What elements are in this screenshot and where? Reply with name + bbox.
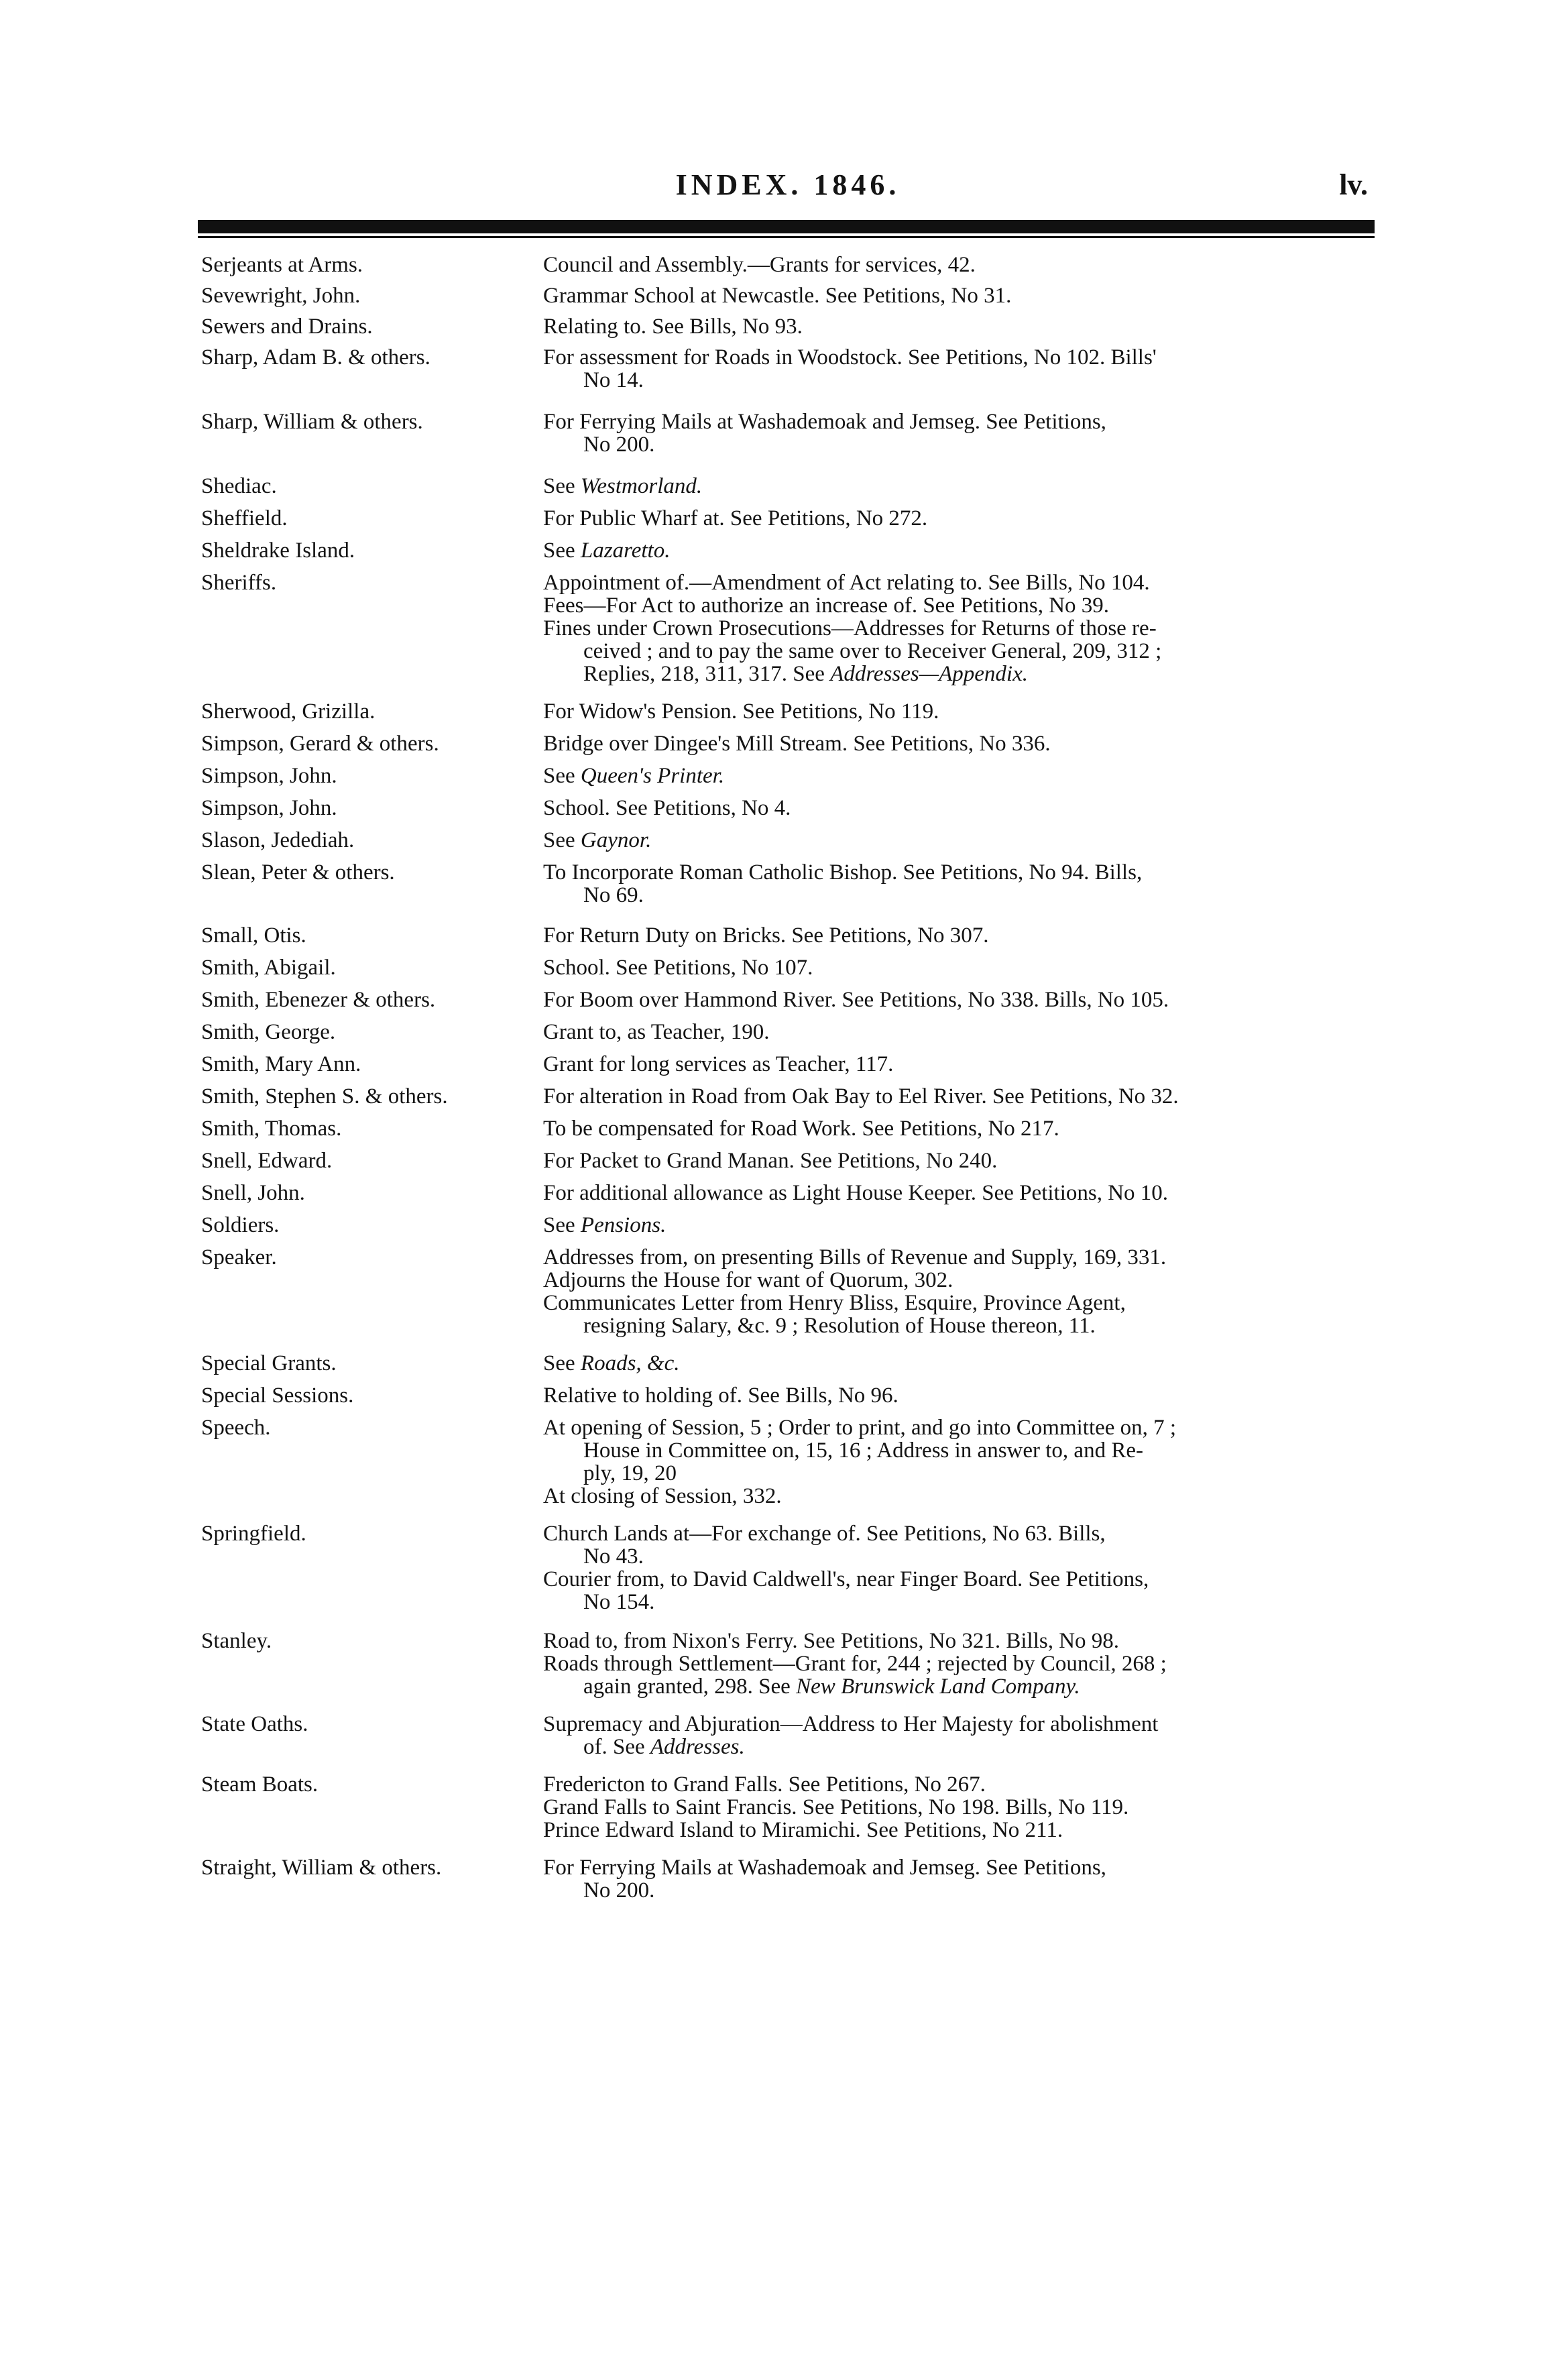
index-entry: [201, 1630, 1381, 1698]
index-list: [201, 253, 1381, 1902]
description-line: [543, 410, 1381, 433]
description-text: For Ferrying Mails at Washademoak and Jemseg. See Petitions,: [543, 410, 1106, 434]
index-term: Slason, Jedediah.: [201, 828, 355, 852]
index-term: Speech.: [201, 1416, 271, 1440]
cross-reference: Queen's Printer.: [580, 764, 725, 788]
index-description: [543, 1384, 1381, 1407]
description-text: No 154.: [583, 1590, 655, 1614]
description-line: [543, 1736, 1381, 1758]
description-line: [543, 1485, 1381, 1508]
description-text: again granted, 298. See: [583, 1675, 797, 1699]
page-number: lv.: [1339, 168, 1368, 201]
description-line: [543, 284, 1381, 307]
index-term: Steam Boats.: [201, 1772, 318, 1797]
index-term: Smith, Stephen S. & others.: [201, 1084, 448, 1109]
description-text: For Widow's Pension. See Petitions, No 119.: [543, 699, 939, 724]
description-line: [543, 571, 1381, 594]
description-text: No 69.: [583, 883, 644, 907]
description-line: [543, 1652, 1381, 1675]
description-line: [543, 1856, 1381, 1879]
index-term: Simpson, John.: [201, 764, 337, 788]
description-text: Road to, from Nixon's Ferry. See Petitions, No 321. Bills, No 98.: [543, 1629, 1120, 1653]
description-line: [543, 861, 1381, 884]
description-text: Appointment of.—Amendment of Act relating to. See Bills, No 104.: [543, 571, 1150, 595]
description-line: [543, 1021, 1381, 1043]
description-line: [543, 988, 1381, 1011]
index-description: [543, 1522, 1381, 1613]
description-line: [543, 1439, 1381, 1462]
index-description: [543, 924, 1381, 947]
description-text: At closing of Session, 332.: [543, 1484, 782, 1508]
description-text: See: [543, 474, 581, 498]
description-text: For Packet to Grand Manan. See Petitions, No 240.: [543, 1149, 998, 1173]
index-term: Shediac.: [201, 474, 277, 498]
index-entry: [201, 1117, 1381, 1140]
cross-reference: Roads, &c.: [580, 1351, 680, 1375]
index-term: Simpson, John.: [201, 796, 337, 820]
cross-reference: Westmorland.: [580, 474, 703, 498]
index-term: Special Grants.: [201, 1351, 337, 1375]
cross-reference: Addresses.: [650, 1735, 745, 1759]
index-description: [543, 539, 1381, 562]
index-entry: [201, 829, 1381, 852]
description-line: [543, 1182, 1381, 1204]
description-text: Adjourns the House for want of Quorum, 302.: [543, 1268, 953, 1292]
description-line: [543, 1879, 1381, 1902]
index-description: [543, 1246, 1381, 1337]
index-description: [543, 475, 1381, 498]
description-line: [543, 700, 1381, 723]
index-entry: [201, 1713, 1381, 1758]
description-text: See: [543, 764, 581, 788]
index-entry: [201, 797, 1381, 819]
index-entry: [201, 1085, 1381, 1108]
description-text: See: [543, 539, 581, 563]
index-description: [543, 346, 1381, 392]
index-entry: [201, 1856, 1381, 1902]
description-line: [543, 1630, 1381, 1652]
description-line: [543, 1269, 1381, 1292]
index-entry: [201, 1773, 1381, 1841]
index-description: [543, 797, 1381, 819]
description-line: [543, 346, 1381, 369]
index-term: Springfield.: [201, 1522, 306, 1546]
description-text: Fees—For Act to authorize an increase of. See Petitions, No 39.: [543, 593, 1110, 618]
description-text: Prince Edward Island to Miramichi. See Petitions, No 211.: [543, 1818, 1063, 1842]
index-description: [543, 284, 1381, 307]
description-line: [543, 1117, 1381, 1140]
description-text: To Incorporate Roman Catholic Bishop. See Petitions, No 94. Bills,: [543, 860, 1143, 885]
header-rule-thin: [198, 236, 1375, 238]
index-entry: [201, 346, 1381, 392]
index-description: [543, 253, 1381, 276]
description-text: See: [543, 1351, 581, 1375]
description-line: [543, 797, 1381, 819]
index-entry: [201, 1384, 1381, 1407]
index-entry: [201, 1246, 1381, 1337]
description-text: Relative to holding of. See Bills, No 96.: [543, 1383, 899, 1408]
index-description: [543, 507, 1381, 530]
description-line: [543, 1416, 1381, 1439]
description-text: Replies, 218, 311, 317. See: [583, 662, 831, 686]
index-description: [543, 1416, 1381, 1508]
description-text: Fredericton to Grand Falls. See Petitions, No 267.: [543, 1772, 986, 1797]
description-line: [543, 884, 1381, 907]
index-entry: [201, 410, 1381, 456]
description-line: [543, 617, 1381, 640]
index-description: [543, 732, 1381, 755]
index-entry: [201, 253, 1381, 276]
description-text: Supremacy and Abjuration—Address to Her Majesty for abolishment: [543, 1712, 1159, 1736]
description-line: [543, 1384, 1381, 1407]
description-text: For alteration in Road from Oak Bay to Eel River. See Petitions, No 32.: [543, 1084, 1179, 1109]
cross-reference: Gaynor.: [580, 828, 652, 852]
description-line: [543, 1713, 1381, 1736]
description-text: resigning Salary, &c. 9 ; Resolution of House thereon, 11.: [583, 1314, 1096, 1338]
index-entry: [201, 1416, 1381, 1508]
index-description: [543, 1053, 1381, 1076]
index-term: Smith, Ebenezer & others.: [201, 988, 436, 1012]
index-entry: [201, 475, 1381, 498]
index-entry: [201, 1522, 1381, 1613]
description-line: [543, 539, 1381, 562]
description-text: Grammar School at Newcastle. See Petitions, No 31.: [543, 284, 1012, 308]
description-line: [543, 1568, 1381, 1591]
description-line: [543, 315, 1381, 338]
index-description: [543, 1856, 1381, 1902]
description-line: [543, 1796, 1381, 1819]
index-entry: [201, 1149, 1381, 1172]
description-line: [543, 1352, 1381, 1375]
description-line: [543, 732, 1381, 755]
index-description: [543, 315, 1381, 338]
description-line: [543, 507, 1381, 530]
index-description: [543, 861, 1381, 907]
description-line: [543, 1522, 1381, 1545]
index-description: [543, 764, 1381, 787]
index-description: [543, 829, 1381, 852]
description-text: Church Lands at—For exchange of. See Petitions, No 63. Bills,: [543, 1522, 1106, 1546]
description-line: [543, 594, 1381, 617]
description-line: [543, 1545, 1381, 1568]
index-entry: [201, 284, 1381, 307]
description-text: ceived ; and to pay the same over to Receiver General, 209, 312 ;: [583, 639, 1162, 663]
description-line: [543, 1675, 1381, 1698]
index-entry: [201, 924, 1381, 947]
description-line: [543, 924, 1381, 947]
description-line: [543, 1819, 1381, 1841]
index-term: Sherwood, Grizilla.: [201, 699, 375, 724]
description-line: [543, 1292, 1381, 1314]
description-line: [543, 369, 1381, 392]
description-line: [543, 1462, 1381, 1485]
description-line: [543, 475, 1381, 498]
index-description: [543, 1352, 1381, 1375]
index-entry: [201, 539, 1381, 562]
index-term: Stanley.: [201, 1629, 272, 1653]
description-text: For Boom over Hammond River. See Petitions, No 338. Bills, No 105.: [543, 988, 1169, 1012]
index-description: [543, 1117, 1381, 1140]
index-term: Smith, Mary Ann.: [201, 1052, 361, 1076]
description-text: Communicates Letter from Henry Bliss, Esquire, Province Agent,: [543, 1291, 1126, 1315]
index-term: Slean, Peter & others.: [201, 860, 395, 885]
index-description: [543, 1713, 1381, 1758]
index-term: Small, Otis.: [201, 923, 306, 948]
description-line: [543, 829, 1381, 852]
description-text: No 43.: [583, 1544, 644, 1569]
index-description: [543, 1773, 1381, 1841]
description-text: House in Committee on, 15, 16 ; Address in answer to, and Re-: [583, 1438, 1143, 1463]
description-text: For additional allowance as Light House Keeper. See Petitions, No 10.: [543, 1181, 1169, 1205]
index-term: Soldiers.: [201, 1213, 280, 1237]
description-line: [543, 1085, 1381, 1108]
description-line: [543, 764, 1381, 787]
index-entry: [201, 315, 1381, 338]
description-line: [543, 1246, 1381, 1269]
index-description: [543, 1149, 1381, 1172]
index-description: [543, 1214, 1381, 1237]
description-text: For assessment for Roads in Woodstock. See Petitions, No 102. Bills': [543, 345, 1157, 370]
description-line: [543, 1149, 1381, 1172]
index-term: Serjeants at Arms.: [201, 253, 363, 277]
description-text: To be compensated for Road Work. See Petitions, No 217.: [543, 1117, 1059, 1141]
description-text: Roads through Settlement—Grant for, 244 ; rejected by Council, 268 ;: [543, 1652, 1167, 1676]
index-entry: [201, 571, 1381, 685]
index-term: Straight, William & others.: [201, 1856, 442, 1880]
index-term: Sheriffs.: [201, 571, 277, 595]
index-entry: [201, 1214, 1381, 1237]
index-term: Snell, Edward.: [201, 1149, 333, 1173]
index-term: Smith, George.: [201, 1020, 336, 1044]
index-description: [543, 1182, 1381, 1204]
index-term: Smith, Abigail.: [201, 956, 336, 980]
description-line: [543, 1214, 1381, 1237]
description-text: No 200.: [583, 433, 655, 457]
index-term: Simpson, Gerard & others.: [201, 732, 439, 756]
description-text: No 200.: [583, 1878, 655, 1903]
index-description: [543, 700, 1381, 723]
description-text: At opening of Session, 5 ; Order to print, and go into Committee on, 7 ;: [543, 1416, 1177, 1440]
index-description: [543, 1021, 1381, 1043]
index-entry: [201, 700, 1381, 723]
index-term: Sheffield.: [201, 506, 288, 530]
index-term: Sheldrake Island.: [201, 539, 355, 563]
description-text: Grant to, as Teacher, 190.: [543, 1020, 770, 1044]
description-text: See: [543, 828, 581, 852]
cross-reference: Lazaretto.: [580, 539, 671, 563]
header-rule: [198, 220, 1375, 233]
index-entry: [201, 956, 1381, 979]
index-description: [543, 956, 1381, 979]
description-text: See: [543, 1213, 581, 1237]
description-text: School. See Petitions, No 4.: [543, 796, 791, 820]
index-term: Smith, Thomas.: [201, 1117, 342, 1141]
description-text: Courier from, to David Caldwell's, near Finger Board. See Petitions,: [543, 1567, 1149, 1591]
description-text: Relating to. See Bills, No 93.: [543, 315, 803, 339]
index-entry: [201, 1182, 1381, 1204]
index-term: Speaker.: [201, 1245, 277, 1269]
page-header: [201, 168, 1375, 215]
index-description: [543, 988, 1381, 1011]
description-line: [543, 1053, 1381, 1076]
description-text: of. See: [583, 1735, 650, 1759]
cross-reference: Pensions.: [580, 1213, 666, 1237]
description-text: ply, 19, 20: [583, 1461, 677, 1485]
description-text: For Return Duty on Bricks. See Petitions, No 307.: [543, 923, 989, 948]
index-entry: [201, 861, 1381, 907]
index-term: Sharp, William & others.: [201, 410, 423, 434]
description-text: School. See Petitions, No 107.: [543, 956, 813, 980]
index-description: [543, 571, 1381, 685]
description-text: No 14.: [583, 368, 644, 392]
cross-reference: Addresses—Appendix.: [830, 662, 1028, 686]
description-text: For Public Wharf at. See Petitions, No 272.: [543, 506, 928, 530]
description-line: [543, 663, 1381, 685]
index-description: [543, 1630, 1381, 1698]
index-term: Sharp, Adam B. & others.: [201, 345, 430, 370]
description-line: [543, 433, 1381, 456]
index-entry: [201, 1021, 1381, 1043]
description-line: [543, 1314, 1381, 1337]
index-term: Sevewright, John.: [201, 284, 361, 308]
description-text: Grant for long services as Teacher, 117.: [543, 1052, 894, 1076]
page-title: INDEX. 1846.: [675, 168, 901, 201]
index-description: [543, 410, 1381, 456]
index-term: Sewers and Drains.: [201, 315, 373, 339]
index-entry: [201, 732, 1381, 755]
index-term: Special Sessions.: [201, 1383, 354, 1408]
description-line: [543, 1773, 1381, 1796]
description-line: [543, 1591, 1381, 1613]
index-description: [543, 1085, 1381, 1108]
cross-reference: New Brunswick Land Company.: [796, 1675, 1080, 1699]
index-term: State Oaths.: [201, 1712, 308, 1736]
description-text: For Ferrying Mails at Washademoak and Jemseg. See Petitions,: [543, 1856, 1106, 1880]
index-entry: [201, 988, 1381, 1011]
description-text: Addresses from, on presenting Bills of Revenue and Supply, 169, 331.: [543, 1245, 1167, 1269]
index-entry: [201, 507, 1381, 530]
index-term: Snell, John.: [201, 1181, 305, 1205]
description-text: Grand Falls to Saint Francis. See Petitions, No 198. Bills, No 119.: [543, 1795, 1129, 1819]
description-line: [543, 956, 1381, 979]
index-entry: [201, 1352, 1381, 1375]
description-text: Fines under Crown Prosecutions—Addresses for Returns of those re-: [543, 616, 1157, 640]
description-text: Council and Assembly.—Grants for services, 42.: [543, 253, 976, 277]
description-line: [543, 640, 1381, 663]
description-text: Bridge over Dingee's Mill Stream. See Petitions, No 336.: [543, 732, 1051, 756]
index-entry: [201, 764, 1381, 787]
description-line: [543, 253, 1381, 276]
index-entry: [201, 1053, 1381, 1076]
